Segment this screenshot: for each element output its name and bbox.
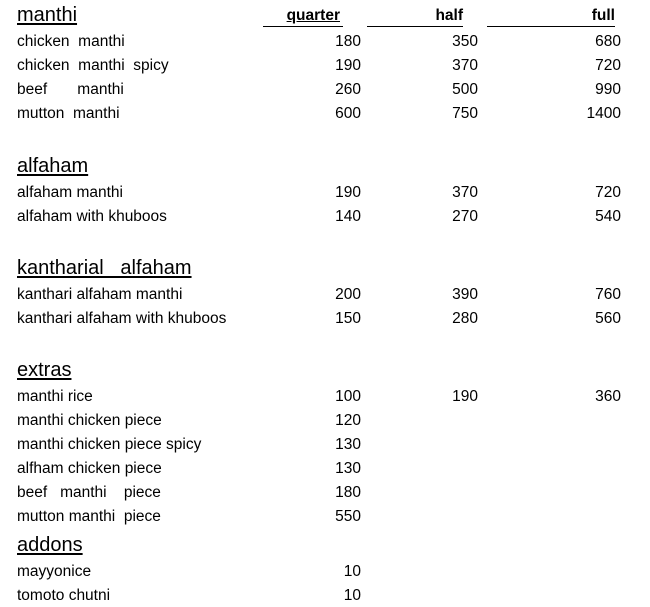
menu-item-name: chicken manthi spicy: [17, 57, 169, 74]
price-quarter: 10: [343, 563, 361, 580]
price-quarter: 140: [335, 208, 361, 225]
section-title-addons: addons: [17, 534, 83, 556]
price-quarter: 120: [335, 412, 361, 429]
price-quarter: 180: [335, 484, 361, 501]
price-full: 1400: [586, 105, 621, 122]
column-underline-half: [367, 26, 463, 27]
price-quarter: 550: [335, 508, 361, 525]
price-half: 280: [452, 310, 478, 327]
price-full: 720: [595, 57, 621, 74]
column-underline-quarter: [263, 26, 343, 27]
menu-item-name: kanthari alfaham manthi: [17, 286, 183, 303]
price-half: 270: [452, 208, 478, 225]
price-half: 350: [452, 33, 478, 50]
price-full: 360: [595, 388, 621, 405]
price-quarter: 130: [335, 436, 361, 453]
price-full: 720: [595, 184, 621, 201]
price-half: 370: [452, 57, 478, 74]
price-half: 390: [452, 286, 478, 303]
menu-item-name: mutton manthi piece: [17, 508, 161, 525]
column-header-half: half: [435, 7, 463, 24]
menu-item-name: mayyonice: [17, 563, 92, 580]
menu-item-name: beef manthi piece: [17, 484, 161, 501]
price-quarter: 190: [335, 184, 361, 201]
section-title-alfaham: alfaham: [17, 155, 89, 177]
column-underline-full: [487, 26, 615, 27]
section-title-extras: extras: [17, 359, 72, 381]
price-full: 760: [595, 286, 621, 303]
price-half: 750: [452, 105, 478, 122]
price-quarter: 200: [335, 286, 361, 303]
menu-item-name: mutton manthi: [17, 105, 120, 122]
price-half: 500: [452, 81, 478, 98]
price-full: 680: [595, 33, 621, 50]
price-quarter: 600: [335, 105, 361, 122]
menu-item-name: manthi rice: [17, 388, 93, 405]
price-full: 560: [595, 310, 621, 327]
column-header-quarter: quarter: [286, 7, 340, 24]
price-half: 190: [452, 388, 478, 405]
section-title-kantharial-alfaham: kantharial alfaham: [17, 257, 192, 279]
menu-item-name: alfaham manthi: [17, 184, 123, 201]
price-quarter: 260: [335, 81, 361, 98]
price-half: 370: [452, 184, 478, 201]
section-title-manthi: manthi: [17, 4, 78, 26]
menu-item-name: alfaham with khuboos: [17, 208, 167, 225]
menu-item-name: chicken manthi: [17, 33, 125, 50]
price-quarter: 130: [335, 460, 361, 477]
menu-item-name: alfham chicken piece: [17, 460, 162, 477]
price-full: 540: [595, 208, 621, 225]
price-quarter: 150: [335, 310, 361, 327]
menu-item-name: manthi chicken piece spicy: [17, 436, 202, 453]
price-quarter: 190: [335, 57, 361, 74]
menu-item-name: kanthari alfaham with khuboos: [17, 310, 227, 327]
price-quarter: 10: [343, 587, 361, 604]
column-header-full: full: [591, 7, 615, 24]
menu-item-name: tomoto chutni: [17, 587, 111, 604]
menu-item-name: beef manthi: [17, 81, 124, 98]
price-quarter: 100: [335, 388, 361, 405]
menu-item-name: manthi chicken piece: [17, 412, 162, 429]
price-quarter: 180: [335, 33, 361, 50]
price-full: 990: [595, 81, 621, 98]
